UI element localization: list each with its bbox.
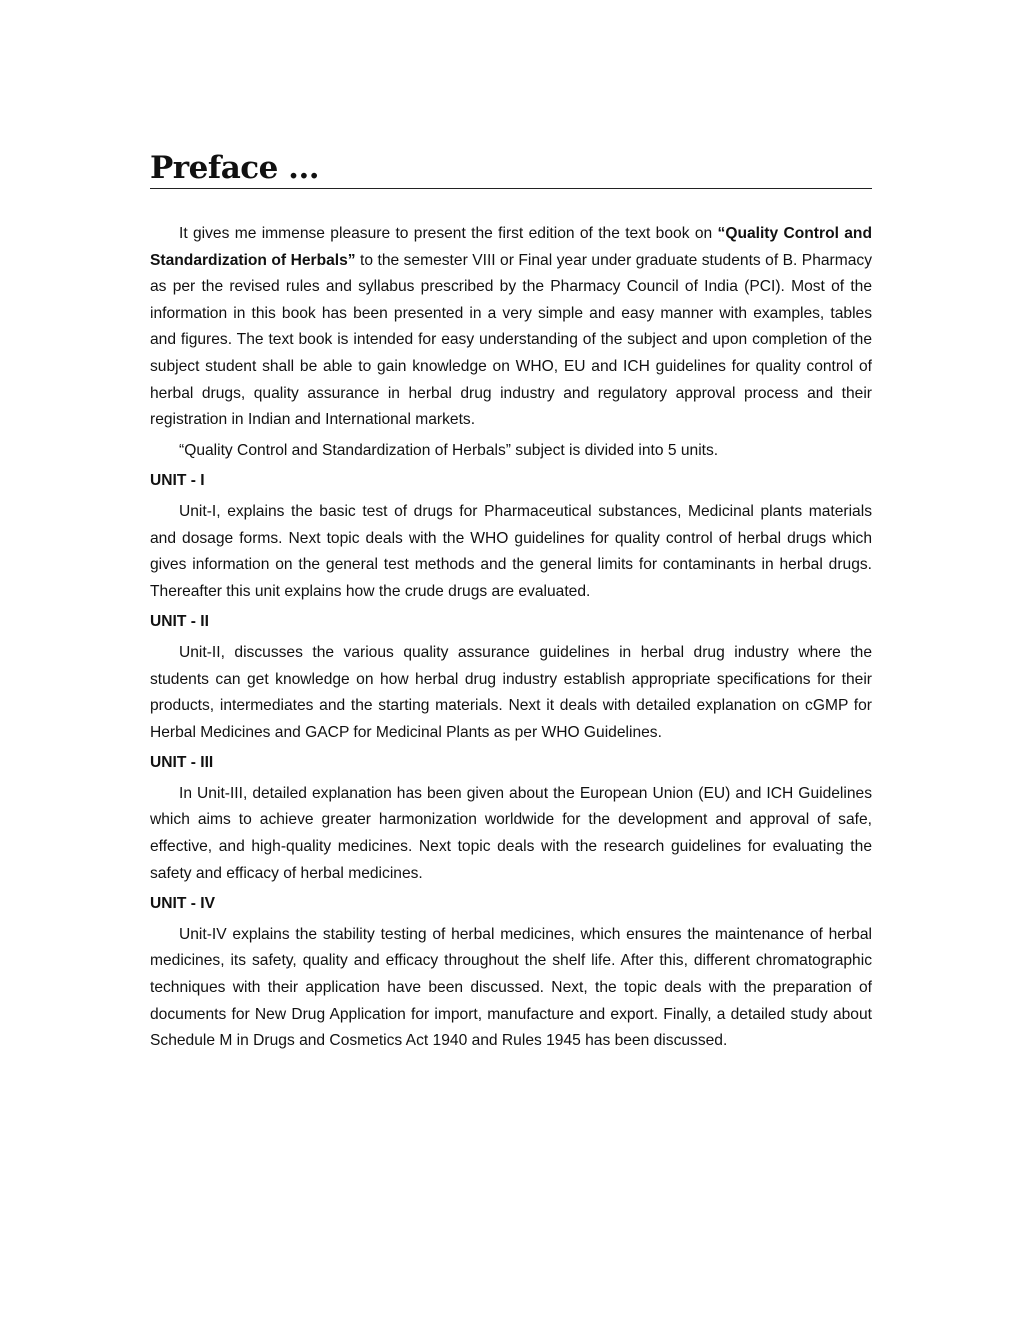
preface-body: [150, 221, 872, 1055]
unit-1-paragraph: Unit-I, explains the basic test of drugs for Pharmaceutical substances, Medicinal plants materials and dosage forms. Next topic deals with the WHO guidelines for quality control of herbal drugs which gives information on the general test methods and the general limits for contaminants in herbal drugs. Thereafter this unit explains how the crude drugs are evaluated.: [150, 502, 872, 600]
unit-2-heading: UNIT - II: [150, 613, 209, 631]
unit-4-heading: UNIT - IV: [150, 895, 215, 913]
unit-4-paragraph: Unit-IV explains the stability testing of herbal medicines, which ensures the maintenance of herbal medicines, its safety, quality and efficacy throughout the shelf life. After this, different chromatographic techniques with their application have been discussed. Next, the topic deals with the preparation of documents for New Drug Application for import, manufacture and export. Finally, a detailed study about Schedule M in Drugs and Cosmetics Act 1940 and Rules 1945 has been discussed.: [150, 925, 872, 1050]
intro-text-end: to the semester VIII or Final year under graduate students of B. Pharmacy as per the revised rules and syllabus prescribed by the Pharmacy Council of India (PCI). Most of the information in this book has been presented in a very simple and easy manner with examples, tables and figures. The text book is intended for easy understanding of the subject and upon completion of the subject student shall be able to gain knowledge on WHO, EU and ICH guidelines for quality control of herbal drugs, quality assurance in herbal drug industry and regulatory approval process and their registration in Indian and International markets.: [150, 251, 872, 429]
unit-3-paragraph: In Unit-III, detailed explanation has been given about the European Union (EU) and ICH Guidelines which aims to achieve greater harmonization worldwide for the development and approval of safe, effective, and high-quality medicines. Next topic deals with the research guidelines for evaluating the safety and efficacy of herbal medicines.: [150, 784, 872, 882]
intro-text-start: It gives me immense pleasure to present the first edition of the text book on: [179, 225, 718, 242]
page-title: Preface ...: [150, 150, 320, 186]
preface-page: [150, 148, 872, 1059]
division-note: “Quality Control and Standardization of Herbals” subject is divided into 5 units.: [179, 441, 719, 459]
unit-1-heading: UNIT - I: [150, 472, 205, 490]
unit-3-heading: UNIT - III: [150, 754, 214, 772]
book-title: “Quality Control and Standardization of Herbals”: [150, 225, 872, 269]
unit-2-paragraph: Unit-II, discusses the various quality assurance guidelines in herbal drug industry where the students can get knowledge on how herbal drug industry establish appropriate specifications for their products, intermediates and the starting materials. Next it deals with detailed explanation on cGMP for Herbal Medicines and GACP for Medicinal Plants as per WHO Guidelines.: [150, 643, 872, 741]
intro-paragraph: [150, 221, 872, 434]
title-divider: [150, 188, 872, 189]
